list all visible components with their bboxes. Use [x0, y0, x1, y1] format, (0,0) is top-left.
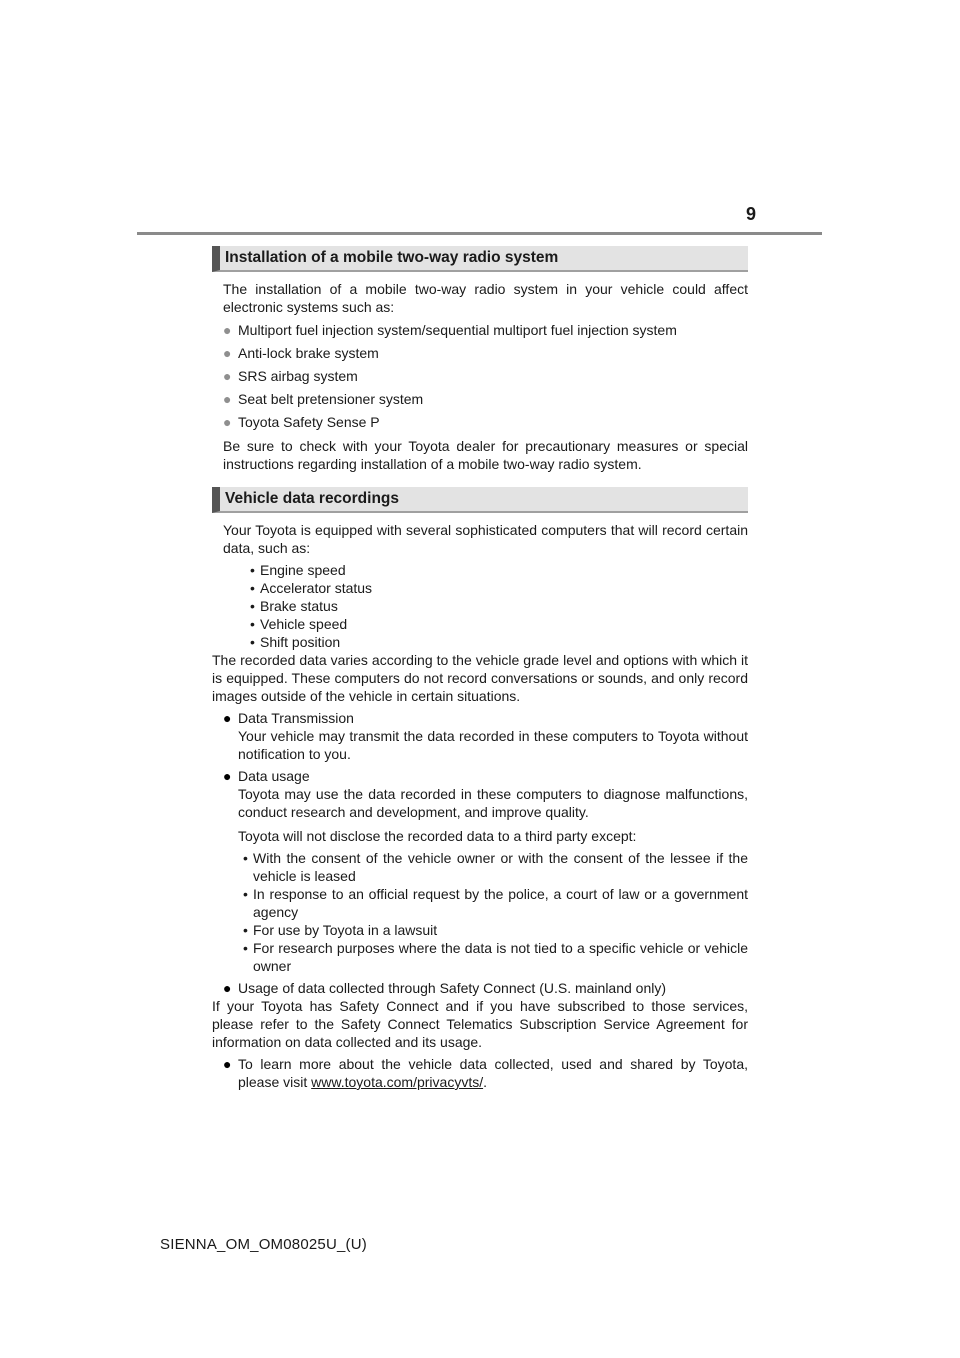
page-content [212, 246, 748, 1091]
list-item: • Shift position [250, 634, 341, 650]
footer-code: SIENNA_OM_OM08025U_(U) [160, 1236, 367, 1253]
list-item: ● Seat belt pretensioner system [223, 391, 424, 407]
radio-intro: The installation of a mobile two-way radio system in your vehicle could affect electronic systems such as: [223, 281, 748, 315]
list-item: ● SRS airbag system [223, 368, 358, 384]
list-item: • Vehicle speed [250, 616, 348, 632]
section-title: Vehicle data recordings [225, 490, 400, 507]
usage-title: Data usage [238, 768, 310, 784]
usage-text: Toyota may use the data recorded in these computers to diagnose malfunctions, conduct research and development, and improve quality. [238, 786, 748, 820]
bullet-icon: ● [223, 368, 232, 384]
usage-item [223, 767, 748, 975]
data-intro: Your Toyota is equipped with several sophisticated computers that will record certain data, such as: [223, 522, 748, 556]
bullet-icon: ● [223, 1056, 232, 1072]
section-header-radio [212, 246, 748, 272]
safety-connect-title: Usage of data collected through Safety Connect (U.S. mainland only) [238, 980, 667, 996]
learn-more-text: To learn more about the vehicle data collected, used and shared by Toyota, please visit www.toyota.com/privacyvts/. [238, 1056, 748, 1090]
section-radio-body [212, 280, 748, 473]
exceptions-list [238, 849, 748, 975]
privacy-link[interactable]: www.toyota.com/privacyvts/ [311, 1074, 484, 1090]
data-items-list [245, 561, 748, 651]
list-item: ● Toyota Safety Sense P [223, 414, 380, 430]
list-item: • Engine speed [250, 562, 346, 578]
safety-connect-item [223, 979, 748, 997]
section-title: Installation of a mobile two-way radio system [225, 249, 559, 266]
list-item: • In response to an official request by the police, a court of law or a government agency [243, 886, 748, 920]
list-item: ● Multiport fuel injection system/sequential multiport fuel injection system [223, 322, 677, 338]
transmission-text: Your vehicle may transmit the data recorded in these computers to Toyota without notification to you. [238, 728, 748, 762]
list-item: • For research purposes where the data is not tied to a specific vehicle or vehicle owner [243, 940, 748, 974]
learn-more-item [223, 1055, 748, 1091]
bullet-icon: ● [223, 980, 232, 996]
section-header-data [212, 487, 748, 513]
header-rule [137, 232, 822, 235]
recorded-text: The recorded data varies according to the vehicle grade level and options with which it is equipped. These computers do not record conversations or sounds, and only record images outside of the vehicle in certain situations. [212, 652, 748, 704]
bullet-icon: ● [223, 322, 232, 338]
section-data-body [212, 521, 748, 1091]
list-item: • With the consent of the vehicle owner or with the consent of the lessee if the vehicle is leased [243, 850, 748, 884]
bullet-icon: ● [223, 391, 232, 407]
radio-note: Be sure to check with your Toyota dealer for precautionary measures or special instructions regarding installation of a mobile two-way radio system. [223, 438, 748, 472]
list-item: • Brake status [250, 598, 338, 614]
bullet-icon: ● [223, 768, 232, 784]
transmission-item [223, 709, 748, 763]
transmission-title: Data Transmission [238, 710, 354, 726]
list-item: ● Anti-lock brake system [223, 345, 379, 361]
bullet-icon: ● [223, 414, 232, 430]
page-number: 9 [746, 204, 757, 224]
safety-connect-text: If your Toyota has Safety Connect and if you have subscribed to those services, please refer to the Safety Connect Telematics Subscription Service Agreement for information on data collected and its usage. [212, 998, 748, 1050]
list-item: • For use by Toyota in a lawsuit [243, 922, 438, 938]
list-item: • Accelerator status [250, 580, 373, 596]
usage-disclose: Toyota will not disclose the recorded data to a third party except: [238, 828, 637, 844]
bullet-icon: ● [223, 710, 232, 726]
bullet-icon: ● [223, 345, 232, 361]
